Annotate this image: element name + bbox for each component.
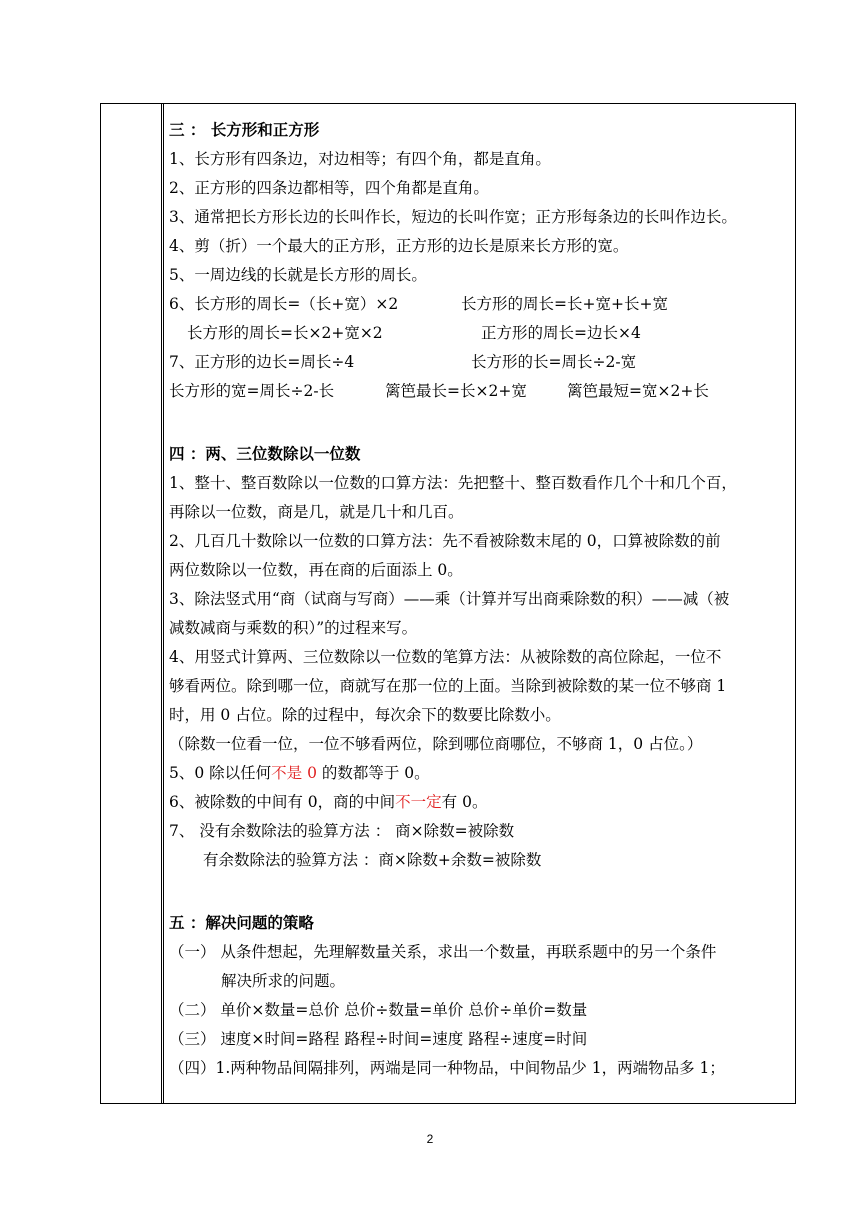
text-line: 3、通常把长方形长边的长叫作长，短边的长叫作宽；正方形每条边的长叫作边长。 — [169, 208, 737, 226]
highlighted-text: 不是 0 — [271, 764, 317, 782]
notes-table — [100, 103, 796, 1104]
table-column-divider — [161, 104, 162, 1103]
formula: 正方形的周长=边长×4 — [481, 324, 641, 342]
text-line: 2、几百几十数除以一位数的口算方法：先不看被除数末尾的 0，口算被除数的前 — [169, 532, 721, 550]
text-line — [169, 763, 430, 783]
formula: 长方形的长=周长÷2-宽 — [471, 353, 637, 371]
text-line: 两位数除以一位数，再在商的后面添上 0。 — [169, 561, 463, 579]
formula: 长方形的周长=长×2+宽×2 — [187, 324, 383, 342]
formula: 长方形的宽=周长÷2-长 — [169, 382, 335, 400]
page-number: 2 — [426, 1132, 434, 1146]
text-line: 3、除法竖式用“商（试商与写商）——乘（计算并写出商乘除数的积）——减（被 — [169, 590, 730, 608]
text-line — [169, 792, 487, 812]
section-heading: 五 ：解决问题的策略 — [169, 914, 314, 932]
text-line: （除数一位看一位，一位不够看两位，除到哪位商哪位，不够商 1，0 占位。） — [169, 735, 703, 753]
text-line: 4、剪（折）一个最大的正方形，正方形的边长是原来长方形的宽。 — [169, 237, 629, 255]
text-segment: 6、被除数的中间有 0，商的中间 — [169, 793, 396, 811]
text-line: 2、正方形的四条边都相等，四个角都是直角。 — [169, 179, 489, 197]
text-line: 5、一周边线的长就是长方形的周长。 — [169, 266, 427, 284]
text-line: 时，用 0 占位。除的过程中，每次余下的数要比除数小。 — [169, 706, 561, 724]
text-line: 有余数除法的验算方法 ：商×除数+余数=被除数 — [203, 851, 542, 869]
text-line: 解决所求的问题。 — [221, 972, 346, 990]
highlighted-text: 不一定 — [395, 793, 442, 811]
text-segment: 的数都等于 0。 — [316, 764, 430, 782]
text-line: 4、用竖式计算两、三位数除以一位数的笔算方法：从被除数的高位除起，一位不 — [169, 648, 722, 666]
section-heading: 三 ： 长方形和正方形 — [169, 121, 320, 139]
text-line: 1、整十、整百数除以一位数的口算方法：先把整十、整百数看作几个十和几个百， — [169, 474, 737, 492]
text-line: 再除以一位数，商是几，就是几十和几百。 — [169, 503, 464, 521]
text-line: （一） 从条件想起，先理解数量关系，求出一个数量，再联系题中的另一个条件 — [169, 943, 717, 961]
text-line: 1、长方形有四条边，对边相等；有四个角，都是直角。 — [169, 150, 551, 168]
formula: 篱笆最长=长×2+宽 — [385, 382, 527, 400]
text-line: 够看两位。除到哪一位，商就写在那一位的上面。当除到被除数的某一位不够商 1 — [169, 677, 727, 695]
text-line: （四）1.两种物品间隔排列，两端是同一种物品，中间物品少 1，两端物品多 1； — [169, 1059, 725, 1077]
formula: 7、正方形的边长=周长÷4 — [169, 353, 355, 371]
text-line: 减数减商与乘数的积）”的过程来写。 — [169, 619, 418, 637]
text-line: （三） 速度×时间=路程 路程÷时间=速度 路程÷速度=时间 — [169, 1030, 588, 1048]
formula: 篱笆最短=宽×2+长 — [567, 382, 709, 400]
table-column-divider — [163, 104, 164, 1103]
text-line: （二） 单价×数量=总价 总价÷数量=单价 总价÷单价=数量 — [169, 1001, 588, 1019]
section-heading: 四 ：两、三位数除以一位数 — [169, 445, 361, 463]
formula: 6、长方形的周长=（长+宽）×2 — [169, 295, 399, 313]
text-line: 7、 没有余数除法的验算方法 ： 商×除数=被除数 — [169, 822, 515, 840]
formula: 长方形的周长=长+宽+长+宽 — [461, 295, 668, 313]
text-segment: 有 0。 — [441, 793, 488, 811]
text-segment: 5、0 除以任何 — [169, 764, 272, 782]
